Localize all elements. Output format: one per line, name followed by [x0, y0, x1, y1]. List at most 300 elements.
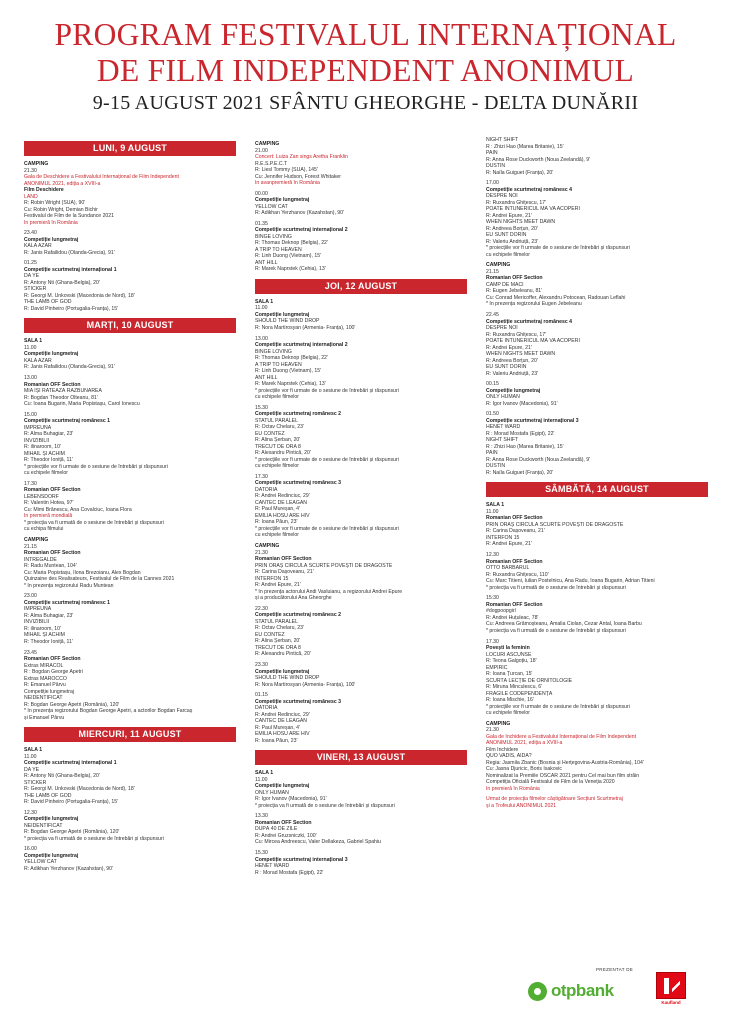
screening-time: 01.35: [255, 220, 268, 227]
day-header: JOI, 12 AUGUST: [255, 279, 467, 294]
screening-line: ANT HILL: [255, 374, 278, 381]
screening-line: ANONIMUL 2021, ediția a XVIII-a: [24, 180, 101, 187]
screening-line: R: Andrei Huțuleac, 78': [486, 614, 539, 621]
screening-line: FRAGILE CODEPENDENȚĂ: [486, 690, 553, 697]
day-header: MIERCURI, 11 AUGUST: [24, 727, 236, 742]
screening-entry: [255, 662, 467, 688]
screening-entry: [255, 550, 467, 602]
screening-time: 22.30: [255, 605, 268, 612]
day-header: SÂMBĂTĂ, 14 AUGUST: [486, 482, 708, 497]
screening-time: 21.15: [24, 543, 37, 550]
screening-line: NIGHT SHIFT: [486, 437, 519, 444]
screening-line: R: Naïla Guiguet (Franța), 20': [486, 169, 554, 176]
screening-line: HENET WARD: [486, 424, 521, 431]
screening-line: ÎMPREUNĂ: [24, 606, 52, 613]
screening-entry: [24, 650, 236, 722]
screening-line: ÎMPREUNĂ: [24, 424, 52, 431]
screening-line: R: Nora Martirosyan (Armenia- Franța), 100': [255, 681, 356, 688]
screening-line: R: Ruxandra Ghițescu, 17': [486, 199, 547, 206]
screening-line: DA YE: [24, 273, 40, 280]
screening-line: R: Anna Rose Duckworth (Noua Zeelandă), 9': [486, 156, 591, 163]
screening-line: * În prezența regizorului Eugen Jebeleanu: [486, 301, 582, 308]
screening-line: Romanian OFF Section: [255, 556, 312, 563]
screening-line: STICKER: [24, 286, 47, 293]
screening-line: EMILIA HOSU ARE HIV: [255, 731, 310, 738]
screening-line: În avanpremieră în România: [255, 180, 320, 186]
screening-entry: [255, 191, 467, 217]
screening-line: ANT HILL: [255, 259, 278, 266]
screening-line: Competiție scurtmetraj românesc 4: [486, 318, 572, 325]
screening-line: INVIZIBILII: [24, 619, 50, 626]
screening-line: NEIDENTIFICAT: [24, 822, 63, 829]
screening-line: R: Igor Ivanov (Macedonia), 91': [486, 400, 558, 407]
screening-line: * În prezența regizorului Radu Muntean: [24, 582, 114, 589]
title-line-2: DE FILM INDEPENDENT ANONIMUL: [96, 53, 635, 88]
screening-line: * proiecțiile vor fi urmate de o sesiune de întrebări și răspunsuri: [255, 387, 399, 394]
screening-line: R: Alma Buhagiar, 23': [24, 612, 74, 619]
screening-entry: [24, 345, 236, 371]
screening-line: R : Zhizi Hao (Marea Britanie), 15': [486, 443, 564, 450]
screening-line: Cu: Mircea Andreescu, Valer Dellakeza, Gabriel Spahiu: [255, 839, 381, 846]
screening-time: 15.30: [255, 404, 268, 411]
screening-line: R: Adikhan Yerzhanov (Kazahstan), 90': [255, 210, 345, 217]
screening-line: THE LAMB OF GOD: [24, 299, 72, 306]
screening-time: 15.30: [255, 850, 268, 857]
screening-time: 17.30: [24, 480, 37, 487]
screening-line: R: Bogdan George Apetri (România), 120': [24, 829, 120, 836]
screening-line: Cu: Andreea Grămoșteanu, Amalia Ciolan, Cezar Antal, Ioana Barbu: [486, 621, 642, 628]
screening-line: cu echipele filmelor: [255, 394, 300, 401]
otpbank-ring-icon: [528, 982, 547, 1001]
screening-line: Competiție lungmetraj: [255, 783, 310, 790]
screening-line: * În prezența actorului Andi Vasluianu, a regizorului Andrei Epure: [255, 588, 403, 595]
screening-line: * proiecțiile vor fi urmate de o sesiune de întrebări și răspunsuri: [24, 463, 168, 470]
screening-line: Romanian OFF Section: [486, 601, 543, 608]
screening-entry: [24, 168, 236, 227]
screening-line: R: Alma Buhagiar, 23': [24, 431, 74, 438]
screening-time: 00.15: [486, 381, 499, 388]
venue-label: SALA 1: [24, 338, 43, 345]
screening-line: Competiție scurtmetraj internațional 1: [24, 760, 117, 766]
screening-time: 21.15: [486, 268, 499, 275]
screening-entry: [24, 260, 236, 312]
screening-line: R: Janis Rafailidou (Olanda-Grecia), 91': [24, 249, 115, 256]
screening-line: PAIN: [486, 150, 498, 156]
screening-line: * proiecțiile vor fi urmate de o sesiune de întrebări și răspunsuri: [255, 525, 399, 532]
screening-line: Romanian OFF Section: [24, 656, 81, 662]
screening-line: R: Andreea Borțun, 20': [486, 357, 538, 364]
screening-line: Competiție lungmetraj: [255, 311, 310, 318]
screening-time: 21.30: [255, 549, 268, 556]
screening-entry: [486, 595, 708, 634]
screening-time: 12.30: [24, 809, 37, 816]
screening-line: R: Bogdan Theodor Olteanu, 81': [24, 394, 98, 401]
venue-label: SALA 1: [255, 298, 274, 305]
screening-entry: [255, 692, 467, 744]
screening-line: WHEN NIGHTS MEET DAWN: [486, 219, 556, 226]
dates-location: 9-15 AUGUST 2021 SFÂNTU GHEORGHE - DELTA DUNĂRII: [92, 92, 639, 114]
screening-time: 01.25: [24, 260, 37, 267]
screening-line: R: Alina Șerban, 20': [255, 638, 301, 645]
venue-label: CAMPING: [486, 720, 511, 727]
screening-line: R: Valeriu Andriuță, 23': [486, 238, 539, 245]
screening-line: * proiecția va fi urmată de o sesiune de întrebări și răspunsuri: [24, 835, 164, 842]
screening-time: 23.30: [255, 662, 268, 668]
screening-line: R: Georgi M. Unkovski (Macedonia de Nord), 18': [24, 786, 135, 792]
screening-line: INTERFON 15: [255, 575, 289, 582]
screening-line: EU CONTEZ: [255, 631, 285, 638]
screening-line: DUSTIN: [486, 163, 506, 169]
screening-line: R : Morad Mostafa (Egipt), 22': [255, 869, 324, 876]
venue-label: CAMPING: [24, 161, 49, 167]
screening-time: 11.00: [24, 753, 37, 760]
screening-line: EU SUNT DORIN: [486, 232, 527, 239]
screening-line: ÎNTREGALDE: [24, 556, 57, 563]
screening-entry: [255, 606, 467, 658]
screening-entry: [24, 481, 236, 533]
screening-line: R : Zhizi Hao (Marea Britanie), 15': [486, 143, 564, 150]
screening-line: DESPRE NOI: [486, 193, 518, 200]
screening-line: R: Alina Șerban, 20': [255, 437, 301, 444]
otpbank-logo-text: otpbank: [551, 981, 614, 1000]
screening-entry: [486, 411, 708, 476]
screening-line: R: Antony Nti (Ghana-Belgia), 20': [24, 773, 100, 779]
screening-time: 13.00: [255, 335, 268, 342]
screening-line: cu echipele filmelor: [486, 251, 531, 258]
screening-time: 13.30: [255, 813, 268, 820]
screening-line: R: Theodor Ioniță, 11': [24, 638, 73, 645]
screening-line: OTTO BARBARUL: [486, 565, 530, 572]
screening-line: STICKER: [24, 779, 47, 786]
screening-line: MIA ÎȘI RATEAZĂ RĂZBUNAREA: [24, 388, 102, 395]
screening-entry: [486, 381, 708, 407]
screening-line: Romanian OFF Section: [24, 550, 81, 557]
screening-line: Cu: Ioana Bugarin, Maria Popistașu, Carol Ionescu: [24, 401, 140, 408]
screening-line: LOCURI ASCUNSE: [486, 651, 532, 658]
screening-time: 17.30: [486, 638, 499, 645]
screening-line: R: Andrei Epure, 21': [486, 344, 532, 351]
screening-time: 23.45: [24, 649, 37, 656]
kaufland-logo-icon: [656, 972, 686, 999]
screening-time: 11.00: [255, 305, 268, 312]
screening-time: 11.00: [24, 344, 37, 351]
screening-line: R: Emanuel Pârvu: [24, 682, 66, 688]
screening-line: Cu: Jennifer Hudson, Forest Whitaker: [255, 173, 341, 180]
screening-line: CÂMP DE MACI: [486, 281, 524, 288]
screening-line: R: Valentin Hotea, 97': [24, 500, 74, 507]
screening-line: Competiție scurtmetraj internațional 1: [24, 266, 117, 273]
screening-entry: [24, 230, 236, 256]
screening-line: Romanian OFF Section: [24, 487, 81, 494]
screening-line: THE LAMB OF GOD: [24, 792, 72, 799]
screening-line: R: Thomas Deknop (Belgia), 22': [255, 240, 328, 247]
screening-line: * proiecțiile vor fi urmate de o sesiune de întrebări și răspunsuri: [486, 245, 630, 252]
screening-line: BINGE LOVING: [255, 233, 292, 240]
screening-line: R: Marek Naprstek (Cehia), 13': [255, 381, 326, 388]
screening-line: WHEN NIGHTS MEET DAWN: [486, 351, 556, 358]
screening-time: 13.00: [24, 375, 37, 382]
screening-entry: [486, 509, 708, 548]
screening-line: R: Janis Rafailidou (Olanda-Grecia), 91': [24, 364, 115, 371]
kaufland-logo-text: Kaufland: [661, 1000, 681, 1005]
screening-line: Cu: Maria Popistașu, Ilona Brezoianu, Alex Bogdan: [24, 569, 141, 576]
screening-line: Competiție lungmetraj: [255, 668, 310, 675]
venue-label: CAMPING: [24, 537, 49, 544]
screening-entry: [486, 727, 708, 792]
screening-line: R: Andrei Epure, 21': [486, 212, 532, 219]
screening-line: Gala de Deschidere a Festivalului Internațional de Film Independent: [24, 174, 179, 180]
screening-line: Urmat de proiecția filmelor câștigătoare Secțiuni Scurtmetraj: [486, 796, 623, 803]
screening-line: R: Andrei Redinciuc, 29': [255, 493, 310, 500]
venue-label: CAMPING: [255, 543, 280, 550]
screening-line: Competiție scurtmetraj românesc 3: [255, 480, 341, 487]
screening-line: R: Liesl Tommy (SUA), 145': [255, 167, 318, 173]
screening-line: Competiție lungmetraj: [24, 816, 79, 823]
screening-line: R: Radu Muntean, 104': [24, 563, 77, 570]
venue-label: SALA 1: [255, 770, 274, 777]
screening-line: cu echipele filmelor: [255, 532, 300, 539]
screening-line: LEBENSDORF: [24, 493, 59, 500]
screening-entry: [24, 593, 236, 645]
screening-line: Competiție scurtmetraj românesc 2: [255, 411, 341, 418]
screening-entry: [486, 639, 708, 717]
screening-line: Romanian OFF Section: [486, 515, 543, 522]
screening-time: 21.30: [24, 167, 37, 174]
screening-line: R: Valeriu Andriuță, 23': [486, 370, 539, 377]
screening-line: KALA AZAR: [24, 357, 52, 364]
screening-line: STATUL PARALEL: [255, 618, 298, 625]
screening-line: ONLY HUMAN: [255, 789, 289, 796]
screening-line: R: Bogdan George Apetri (România), 120': [24, 701, 120, 708]
screening-line: Regia: Jasmila Zbanic (Bosnia și Herțegovina-Austria-România), 104': [486, 759, 644, 766]
screening-entry: [24, 544, 236, 590]
screening-entry: [255, 305, 467, 331]
screening-line: Competiție lungmetraj: [24, 688, 75, 695]
screening-line: R: Igor Ivanov (Macedonia), 91': [255, 796, 327, 803]
schedule-column-2: [255, 137, 467, 880]
screening-line: R: Thomas Deknop (Belgia), 22': [255, 355, 328, 362]
screening-line: R: Carina Dașoveanu, 21': [255, 569, 314, 576]
screening-time: 00.00: [255, 190, 268, 197]
screening-line: R: Andreea Borțun, 20': [486, 225, 538, 232]
screening-line: Cu: Robin Wright, Demian Bichir: [24, 206, 98, 213]
screening-line: ONLY HUMAN: [486, 394, 520, 401]
screening-line: Cu: Marc Titieni, Iulian Postelnicu, Ana Radu, Ioana Bugarin, Adrian Titieni: [486, 578, 655, 585]
screening-time: 21.00: [255, 147, 268, 154]
screening-line: TRECUT DE ORA 8: [255, 443, 301, 450]
screening-entry: [486, 312, 708, 377]
screening-line: EU SUNT DORIN: [486, 364, 527, 371]
screening-line: În premieră mondială: [24, 513, 73, 520]
screening-time: 12.30: [486, 552, 499, 559]
screening-line: Competiție scurtmetraj internațional 2: [255, 342, 348, 349]
day-header: VINERI, 13 AUGUST: [255, 750, 467, 765]
screening-line: Competiție scurtmetraj românesc 3: [255, 698, 341, 705]
screening-line: R: Andrei Gruzsniczki, 100': [255, 832, 317, 839]
screening-entry: [486, 269, 708, 308]
screening-line: Romanian OFF Section: [24, 381, 81, 388]
screening-line: NIGHT SHIFT: [486, 137, 519, 143]
screening-line: INVIZIBILII: [24, 437, 50, 444]
screening-entry: [24, 810, 236, 843]
screening-entry: [255, 221, 467, 273]
screening-time: 22.45: [486, 312, 499, 319]
screening-time: 23.40: [24, 230, 37, 237]
screening-line: și a producătorului Ana Gheorghe: [255, 595, 332, 602]
screening-line: R : Morad Mostafa (Egipt), 22': [486, 430, 555, 437]
screening-time: 01.50: [486, 411, 499, 418]
screening-line: R: Alexandru Pintică, 20': [255, 651, 311, 658]
screening-time: 17.00: [486, 180, 499, 187]
screening-line: Cu: Jasna Djuricic, Boris Isakovic: [486, 766, 562, 773]
screening-time: 23.00: [24, 593, 37, 600]
screening-line: R: Teona Galgoțiu, 18': [486, 658, 537, 664]
screening-line: Competiție lungmetraj: [486, 387, 541, 394]
screening-line: LAND: [24, 193, 38, 200]
screening-entry: [255, 148, 467, 187]
screening-entry: [24, 412, 236, 477]
screening-line: În premieră în România: [24, 219, 78, 226]
screening-line: Competiție lungmetraj: [24, 852, 79, 859]
screening-line: R: Robin Wright (SUA), 90': [24, 200, 86, 206]
screening-line: Nominalizat la Premiile OSCAR 2021 pentru Cel mai bun film străin: [486, 772, 640, 779]
screening-entry: [486, 137, 708, 176]
screening-entry: [486, 180, 708, 258]
screening-line: * proiecțiile vor fi urmate de o sesiune de întrebări și răspunsuri: [486, 703, 630, 710]
screening-line: R: Ioana Țurcan, 15': [486, 671, 533, 677]
screening-time: 15:30: [486, 595, 499, 602]
screening-line: R: Ruxandra Ghițescu, 110': [486, 571, 549, 578]
screening-line: cu echipele filmelor: [255, 463, 300, 470]
screening-line: EMILIA HOSU ARE HIV: [255, 512, 310, 519]
screening-line: * În prezența regizorului Bogdan George Apetri, a actorilor Bogdan Farcaș: [24, 708, 193, 714]
screening-line: POATE ÎNTUNERICUL MĂ VA ACOPERI: [486, 338, 580, 345]
screening-line: Extras MAROCCO: [24, 675, 67, 682]
screening-line: și a Trofeului ANONIMUL 2021: [486, 802, 557, 809]
screening-line: R: Nora Martirosyan (Armenia- Franța), 100': [255, 324, 356, 331]
screening-entry: [255, 850, 467, 876]
screening-line: Film Închidere: [486, 746, 519, 753]
screening-line: R: Ioana Mischie, 16': [486, 697, 534, 703]
screening-line: DUSTIN: [486, 463, 506, 470]
screening-line: POATE ÎNTUNERICUL MĂ VA ACOPERI: [486, 206, 580, 213]
screening-line: R: Linh Duong (Vietnam), 15': [255, 368, 322, 375]
screening-line: R: Octav Chelaru, 23': [255, 424, 304, 431]
screening-line: CÂNTEC DE LEAGĂN: [255, 718, 307, 725]
screening-line: R: Antony Nti (Ghana-Belgia), 20': [24, 279, 100, 286]
screening-line: #dogpoopgirl: [486, 608, 516, 615]
venue-label: SALA 1: [486, 502, 505, 509]
screening-line: Concert: Luiza Zan sings Aretha Franklin: [255, 154, 348, 160]
screening-line: MIHAIL ȘI ACHIM: [24, 632, 65, 639]
screening-line: Romanian OFF Section: [255, 819, 312, 826]
screening-line: R: Paul Mureșan, 4': [255, 724, 300, 731]
screening-line: R: Andrei Epure, 21': [255, 582, 301, 589]
venue-label: CAMPING: [486, 262, 511, 269]
screening-line: Romanian OFF Section: [486, 558, 543, 565]
screening-line: HENET WARD: [255, 863, 290, 870]
screening-line: Film Deschidere: [24, 187, 64, 193]
screening-line: Competiție lungmetraj: [24, 351, 79, 358]
screening-line: R: Marek Naprstek (Cehia), 13': [255, 266, 326, 273]
screening-line: Cu: Conrad Mericoffer, Alexandru Potocean, Radouan Leflahi: [486, 294, 626, 301]
venue-label: SALA 1: [24, 747, 43, 753]
screening-line: * proiecțiile vor fi urmate de o sesiune de întrebări și răspunsuri: [255, 456, 399, 463]
screening-entry: [24, 375, 236, 408]
screening-line: YELLOW CAT: [24, 859, 57, 866]
screening-entry: [255, 777, 467, 810]
screening-time: 11.00: [255, 776, 268, 783]
screening-line: Romanian OFF Section: [486, 275, 543, 282]
screening-line: R: Georgi M. Unkovski (Macedonia de Nord), 18': [24, 292, 135, 299]
screening-entry: [255, 336, 467, 401]
screening-line: Competiție lungmetraj: [255, 197, 310, 204]
screening-line: * proiecția va fi urmată de o sesiune de întrebări și răspunsuri: [24, 519, 164, 526]
screening-line: A TRIP TO HEAVEN: [255, 246, 302, 253]
screening-line: PRIN ORAȘ CIRCULĂ SCURTE POVEȘTI DE DRAGOSTE: [255, 562, 393, 569]
screening-line: INTERFON 15: [486, 534, 520, 541]
screening-time: 21.30: [486, 727, 499, 734]
screening-line: Povești la feminin: [486, 645, 530, 651]
screening-line: R: Eugen Jebeleanu, 81': [486, 288, 543, 295]
screening-line: EMPIRIC: [486, 664, 508, 671]
title-line-1: PROGRAM FESTIVALUL INTERNAȚIONAL: [54, 17, 677, 52]
screening-line: QUO VADIS, AIDA?: [486, 753, 532, 760]
screening-entry: [486, 796, 708, 809]
screening-entry: [24, 846, 236, 872]
screening-line: DATORIA: [255, 705, 278, 712]
screening-line: PRIN ORAȘ CIRCULĂ SCURTE POVEȘTI DE DRAGOSTE: [486, 521, 624, 528]
screening-line: Competiție scurtmetraj românesc 2: [255, 612, 341, 619]
screening-time: 01.15: [255, 692, 268, 699]
kaufland-logo: [656, 972, 686, 1006]
screening-line: R : Bogdan George Apetri: [24, 669, 83, 675]
screening-line: R.E.S.P.E.C.T: [255, 160, 288, 167]
screening-line: DUPĂ 40 DE ZILE: [255, 826, 298, 833]
screening-line: Competiție scurtmetraj internațional 3: [255, 856, 348, 863]
screening-line: DA YE: [24, 766, 40, 773]
screening-line: TRECUT DE ORA 8: [255, 644, 301, 651]
screening-line: PAIN: [486, 450, 498, 457]
screening-line: Competiția Oficială Festivalul de Film de la Veneția 2020: [486, 779, 615, 786]
screening-line: R: Naïla Guiguet (Franța), 20': [486, 469, 554, 476]
venue-label: CAMPING: [255, 141, 280, 147]
screening-line: R: Anna Rose Duckworth (Noua Zeelandă), 9': [486, 456, 591, 463]
screening-line: R: Ruxandra Ghițescu, 17': [486, 331, 547, 338]
screening-line: Competiție scurtmetraj internațional 3: [486, 417, 579, 424]
screening-line: Extras MIRACOL: [24, 662, 64, 669]
screening-line: R: Carina Dașoveanu, 21': [486, 528, 545, 535]
screening-line: R: ilinaroom, 10': [24, 625, 61, 632]
screening-line: STATUL PARALEL: [255, 417, 298, 424]
screening-line: * proiecția va fi urmată de o sesiune de întrebări și răspunsuri: [255, 802, 395, 809]
screening-line: R: ilinaroom, 10': [24, 444, 61, 451]
screening-line: R: Ioana Păun, 23': [255, 737, 298, 744]
screening-line: cu echipele filmelor: [486, 710, 531, 716]
screening-entry: [255, 474, 467, 539]
screening-line: SHOULD THE WIND DROP: [255, 318, 320, 325]
schedule-column-3: [486, 137, 708, 814]
screening-line: DESPRE NOI: [486, 325, 518, 332]
screening-line: Competiție scurtmetraj românesc 4: [486, 186, 572, 193]
screening-line: * proiecția va fi urmată de o sesiune de întrebări și răspunsuri: [486, 627, 626, 634]
screening-line: R: Miruna Minculescu, 6': [486, 684, 543, 690]
screening-line: R: Andrei Redinciuc, 29': [255, 711, 310, 718]
screening-line: ANONIMUL 2021, ediția a XVIII-a: [486, 740, 563, 747]
screening-line: R: Ioana Păun, 23': [255, 519, 298, 526]
presented-by-label: PREZENTAT DE: [596, 967, 634, 972]
screening-line: DATORIA: [255, 486, 278, 493]
